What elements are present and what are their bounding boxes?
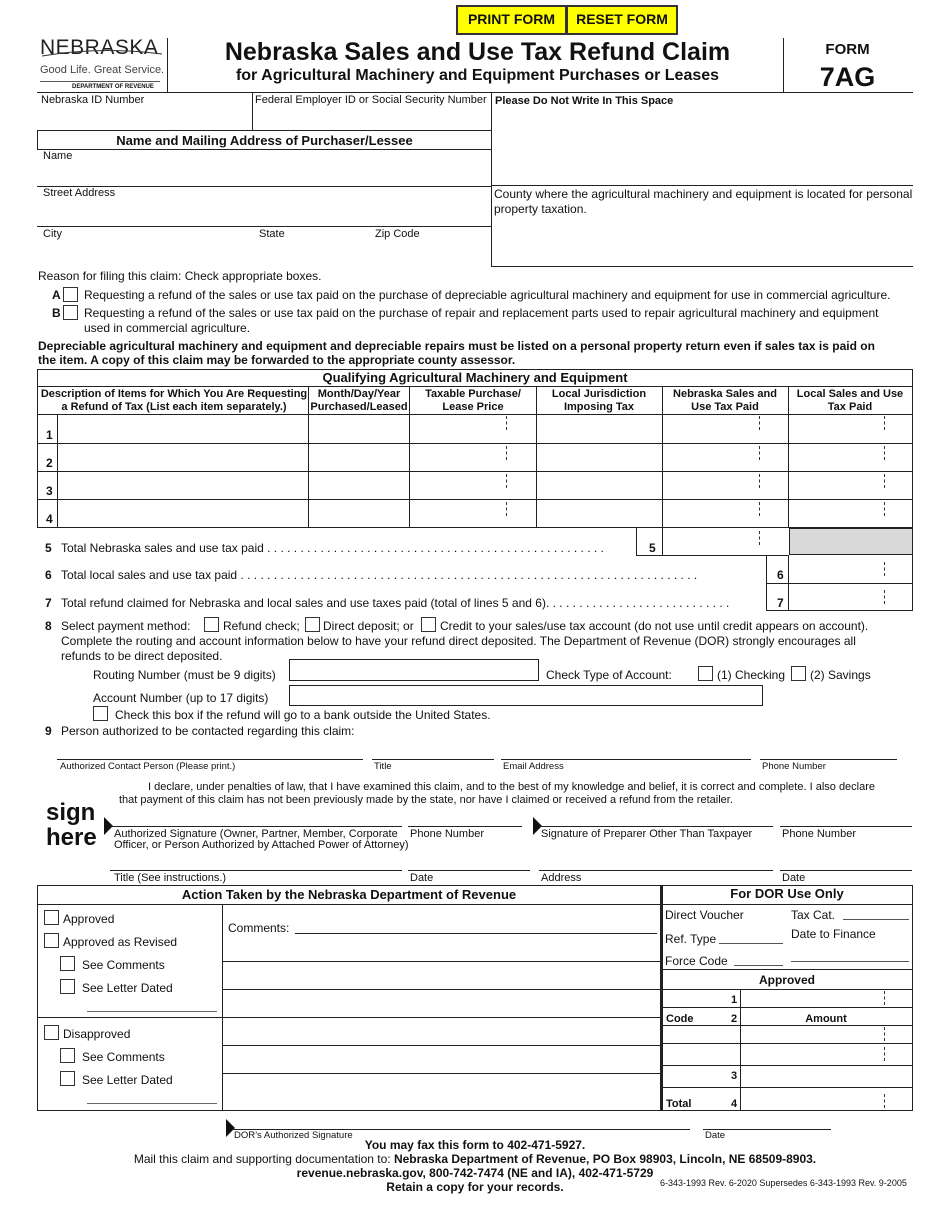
approved-label: Approved xyxy=(63,912,115,926)
notice-text: Depreciable agricultural machinery and equipment and depreciable repairs must be listed on a personal property return even if sales tax is paid on xyxy=(38,339,875,353)
name-label: Name xyxy=(43,150,73,162)
reason-a-text: Requesting a refund of the sales or use tax paid on the purchase of depreciable agricultural machinery and equipment for use in commercial agriculture. xyxy=(84,288,891,302)
approved-revised-checkbox[interactable] xyxy=(44,933,59,948)
contact-title-field[interactable]: Title xyxy=(374,761,392,772)
line-7-box-number: 7 xyxy=(777,596,784,610)
city-label: City xyxy=(43,228,62,240)
savings-label: (2) Savings xyxy=(810,668,871,682)
form-label: FORM xyxy=(825,41,870,58)
see-comments-checkbox[interactable] xyxy=(60,956,75,971)
routing-label: Routing Number (must be 9 digits) xyxy=(93,668,276,682)
col-description-header: Description of Items for Which You Are Requesting a Refund of Tax (List each item separately.) xyxy=(40,388,308,413)
fein-label: Federal Employer ID or Social Security Number xyxy=(255,94,487,106)
declaration-text-2: that payment of this claim has not been previously made by the state, nor have I claimed or received a refund from the retailer. xyxy=(119,794,733,806)
table-title: Qualifying Agricultural Machinery and Equipment xyxy=(322,370,628,385)
logo-swoosh-icon xyxy=(40,48,164,58)
ne-id-label: Nebraska ID Number xyxy=(41,94,145,106)
line-9-number: 9 xyxy=(45,724,52,738)
foreign-bank-label: Check this box if the refund will go to a bank outside the United States. xyxy=(115,708,491,722)
see-comments-2-checkbox[interactable] xyxy=(60,1048,75,1063)
form-number: 7AG xyxy=(819,62,876,92)
dor-row-4: 4 xyxy=(731,1098,738,1110)
action-heading: Action Taken by the Nebraska Department of Revenue xyxy=(181,887,517,902)
form-subtitle: for Agricultural Machinery and Equipment Purchases or Leases xyxy=(235,67,720,84)
see-letter-2-checkbox[interactable] xyxy=(60,1071,75,1086)
revision-text: 6-343-1993 Rev. 6-2020 Supersedes 6-343-1993 Rev. 9-2005 xyxy=(660,1178,907,1188)
see-comments-2-label: See Comments xyxy=(82,1050,165,1064)
dor-date-field[interactable]: Date xyxy=(705,1130,726,1141)
address-heading: Name and Mailing Address of Purchaser/Lessee xyxy=(116,133,413,148)
refund-check-checkbox[interactable] xyxy=(204,617,219,632)
line-6-box-number: 6 xyxy=(777,568,784,582)
contact-phone-field[interactable]: Phone Number xyxy=(762,761,826,772)
retain-text: Retain a copy for your records. xyxy=(386,1180,564,1194)
state-label: State xyxy=(259,228,285,240)
print-form-button[interactable]: PRINT FORM xyxy=(456,5,567,35)
row-number: 4 xyxy=(46,512,53,526)
approved-checkbox[interactable] xyxy=(44,910,59,925)
declaration-text: I declare, under penalties of law, that I have examined this claim, and to the best of my knowledge and belief, it is correct and complete. I also declare xyxy=(148,781,876,793)
credit-label: Credit to your sales/use tax account (do not use until credit appears on account). xyxy=(440,619,869,633)
dor-signature-field[interactable]: DOR’s Authorized Signature xyxy=(234,1130,353,1141)
county-label: County where the agricultural machinery and equipment is located for personal xyxy=(494,187,913,201)
zip-label: Zip Code xyxy=(375,228,420,240)
dor-row-2: 2 xyxy=(731,1013,738,1025)
contact-info-text: revenue.nebraska.gov, 800-742-7474 (NE and IA), 402-471-5729 xyxy=(296,1166,654,1180)
see-letter-checkbox[interactable] xyxy=(60,979,75,994)
reason-b-text-2: used in commercial agriculture. xyxy=(84,321,251,335)
line-6-label: Total local sales and use tax paid . . . . . . . . . . . . . . . . . . . . . . . . . . . . . . . . . . . . . . . . . . . . . . . . . . . . . . . . . . . . . . . . . . . . . xyxy=(61,568,698,582)
line-8-number: 8 xyxy=(45,619,52,633)
account-label: Account Number (up to 17 digits) xyxy=(93,691,269,705)
reason-b-letter: B xyxy=(52,306,61,320)
line-7-number: 7 xyxy=(45,596,52,610)
reason-a-letter: A xyxy=(52,288,61,302)
direct-deposit-label: Direct deposit; or xyxy=(323,619,414,633)
preparer-signature-field[interactable]: Signature of Preparer Other Than Taxpayer xyxy=(541,828,753,840)
row-number: 2 xyxy=(46,456,53,470)
col-date-header: Month/Day/Year Purchased/Leased xyxy=(310,388,408,413)
dor-heading: For DOR Use Only xyxy=(730,886,844,901)
authorized-signature-note: Officer, or Person Authorized by Attached Power of Attorney) xyxy=(114,839,409,851)
signer-date-field[interactable]: Date xyxy=(410,872,434,884)
signer-phone-field[interactable]: Phone Number xyxy=(410,828,484,840)
date-finance-label: Date to Finance xyxy=(791,927,876,941)
line-5-shaded-box xyxy=(789,528,913,555)
comments-label: Comments: xyxy=(228,921,290,935)
routing-number-input[interactable] xyxy=(289,659,539,681)
direct-deposit-checkbox[interactable] xyxy=(305,617,320,632)
preparer-phone-field[interactable]: Phone Number xyxy=(782,828,856,840)
form-title: Nebraska Sales and Use Tax Refund Claim xyxy=(224,38,731,66)
line-5-box-number: 5 xyxy=(649,541,656,555)
see-letter-label: See Letter Dated xyxy=(82,981,173,995)
authorized-signature-field[interactable]: Authorized Signature (Owner, Partner, Member, Corporate xyxy=(114,828,398,840)
col-local-tax-header: Local Sales and Use Tax Paid xyxy=(796,388,904,413)
line-5-number: 5 xyxy=(45,541,52,555)
deposit-info: Complete the routing and account information below to have your refund direct deposited. The Department of Revenue (DOR) strongly encourages all xyxy=(61,634,856,648)
disapproved-checkbox[interactable] xyxy=(44,1025,59,1040)
col-price-header: Taxable Purchase/ Lease Price xyxy=(425,388,521,413)
contact-person-field[interactable]: Authorized Contact Person (Please print.) xyxy=(60,761,236,772)
direct-voucher-label: Direct Voucher xyxy=(665,908,744,922)
here-label: here xyxy=(46,824,97,851)
col-jurisdiction-header: Local Jurisdiction Imposing Tax xyxy=(551,388,647,413)
contact-label: Person authorized to be contacted regarding this claim: xyxy=(61,724,355,738)
contact-email-field[interactable]: Email Address xyxy=(503,761,564,772)
dor-row-3: 3 xyxy=(731,1070,738,1082)
col-ne-tax-header: Nebraska Sales and Use Tax Paid xyxy=(673,388,777,413)
payment-label: Select payment method: xyxy=(61,619,191,633)
preparer-address-field[interactable]: Address xyxy=(541,872,582,884)
force-code-label: Force Code xyxy=(665,954,728,968)
county-label-2: property taxation. xyxy=(494,202,587,216)
tax-cat-label: Tax Cat. xyxy=(791,908,836,922)
mail-text: Mail this claim and supporting documentation to: Nebraska Department of Revenue, PO Box 98903, Lincoln, NE 68509-8903. xyxy=(133,1152,817,1166)
approved-revised-label: Approved as Revised xyxy=(63,935,178,949)
line-7-label: Total refund claimed for Nebraska and local sales and use taxes paid (total of lines 5 and 6). . . . . . . . . . . . . . . . . . . . . . . . . . . . xyxy=(61,596,730,610)
street-label: Street Address xyxy=(43,187,116,199)
code-label: Code xyxy=(666,1013,694,1025)
reason-a-checkbox[interactable] xyxy=(63,287,78,302)
dor-approved-label: Approved xyxy=(758,973,815,987)
do-not-write-label: Please Do Not Write In This Space xyxy=(495,95,674,107)
line-5-label: Total Nebraska sales and use tax paid . . . . . . . . . . . . . . . . . . . . . . . . . . . . . . . . . . . . . . . . . . . . . . . . . . . xyxy=(61,541,604,555)
check-type-label: Check Type of Account: xyxy=(546,668,672,682)
row-number: 3 xyxy=(46,484,53,498)
see-letter-2-label: See Letter Dated xyxy=(82,1073,173,1087)
see-comments-label: See Comments xyxy=(82,958,165,972)
total-label: Total xyxy=(666,1098,692,1110)
account-number-input[interactable] xyxy=(289,685,763,706)
ref-type-label: Ref. Type xyxy=(665,932,717,946)
savings-checkbox[interactable] xyxy=(791,666,806,681)
preparer-date-field[interactable]: Date xyxy=(782,872,806,884)
signer-title-field[interactable]: Title (See instructions.) xyxy=(114,872,227,884)
deposit-info-2: refunds to be direct deposited. xyxy=(61,649,223,663)
amount-label: Amount xyxy=(805,1013,847,1025)
row-number: 1 xyxy=(46,428,53,442)
disapproved-label: Disapproved xyxy=(63,1027,131,1041)
dor-row-1: 1 xyxy=(731,994,738,1006)
fax-text: You may fax this form to 402-471-5927. xyxy=(364,1138,586,1152)
foreign-bank-checkbox[interactable] xyxy=(93,706,108,721)
sign-label: sign xyxy=(46,799,96,826)
reset-form-button[interactable]: RESET FORM xyxy=(566,5,678,35)
refund-check-label: Refund check; xyxy=(223,619,300,633)
credit-checkbox[interactable] xyxy=(421,617,436,632)
notice-text-2: the item. A copy of this claim may be forwarded to the appropriate county assessor. xyxy=(38,353,516,367)
checking-label: (1) Checking xyxy=(717,668,786,682)
reason-intro: Reason for filing this claim: Check appropriate boxes. xyxy=(38,269,322,283)
line-6-number: 6 xyxy=(45,568,52,582)
reason-b-text: Requesting a refund of the sales or use tax paid on the purchase of repair and replacement parts used to repair agricultural machinery and equipment xyxy=(84,306,879,320)
reason-b-checkbox[interactable] xyxy=(63,305,78,320)
checking-checkbox[interactable] xyxy=(698,666,713,681)
